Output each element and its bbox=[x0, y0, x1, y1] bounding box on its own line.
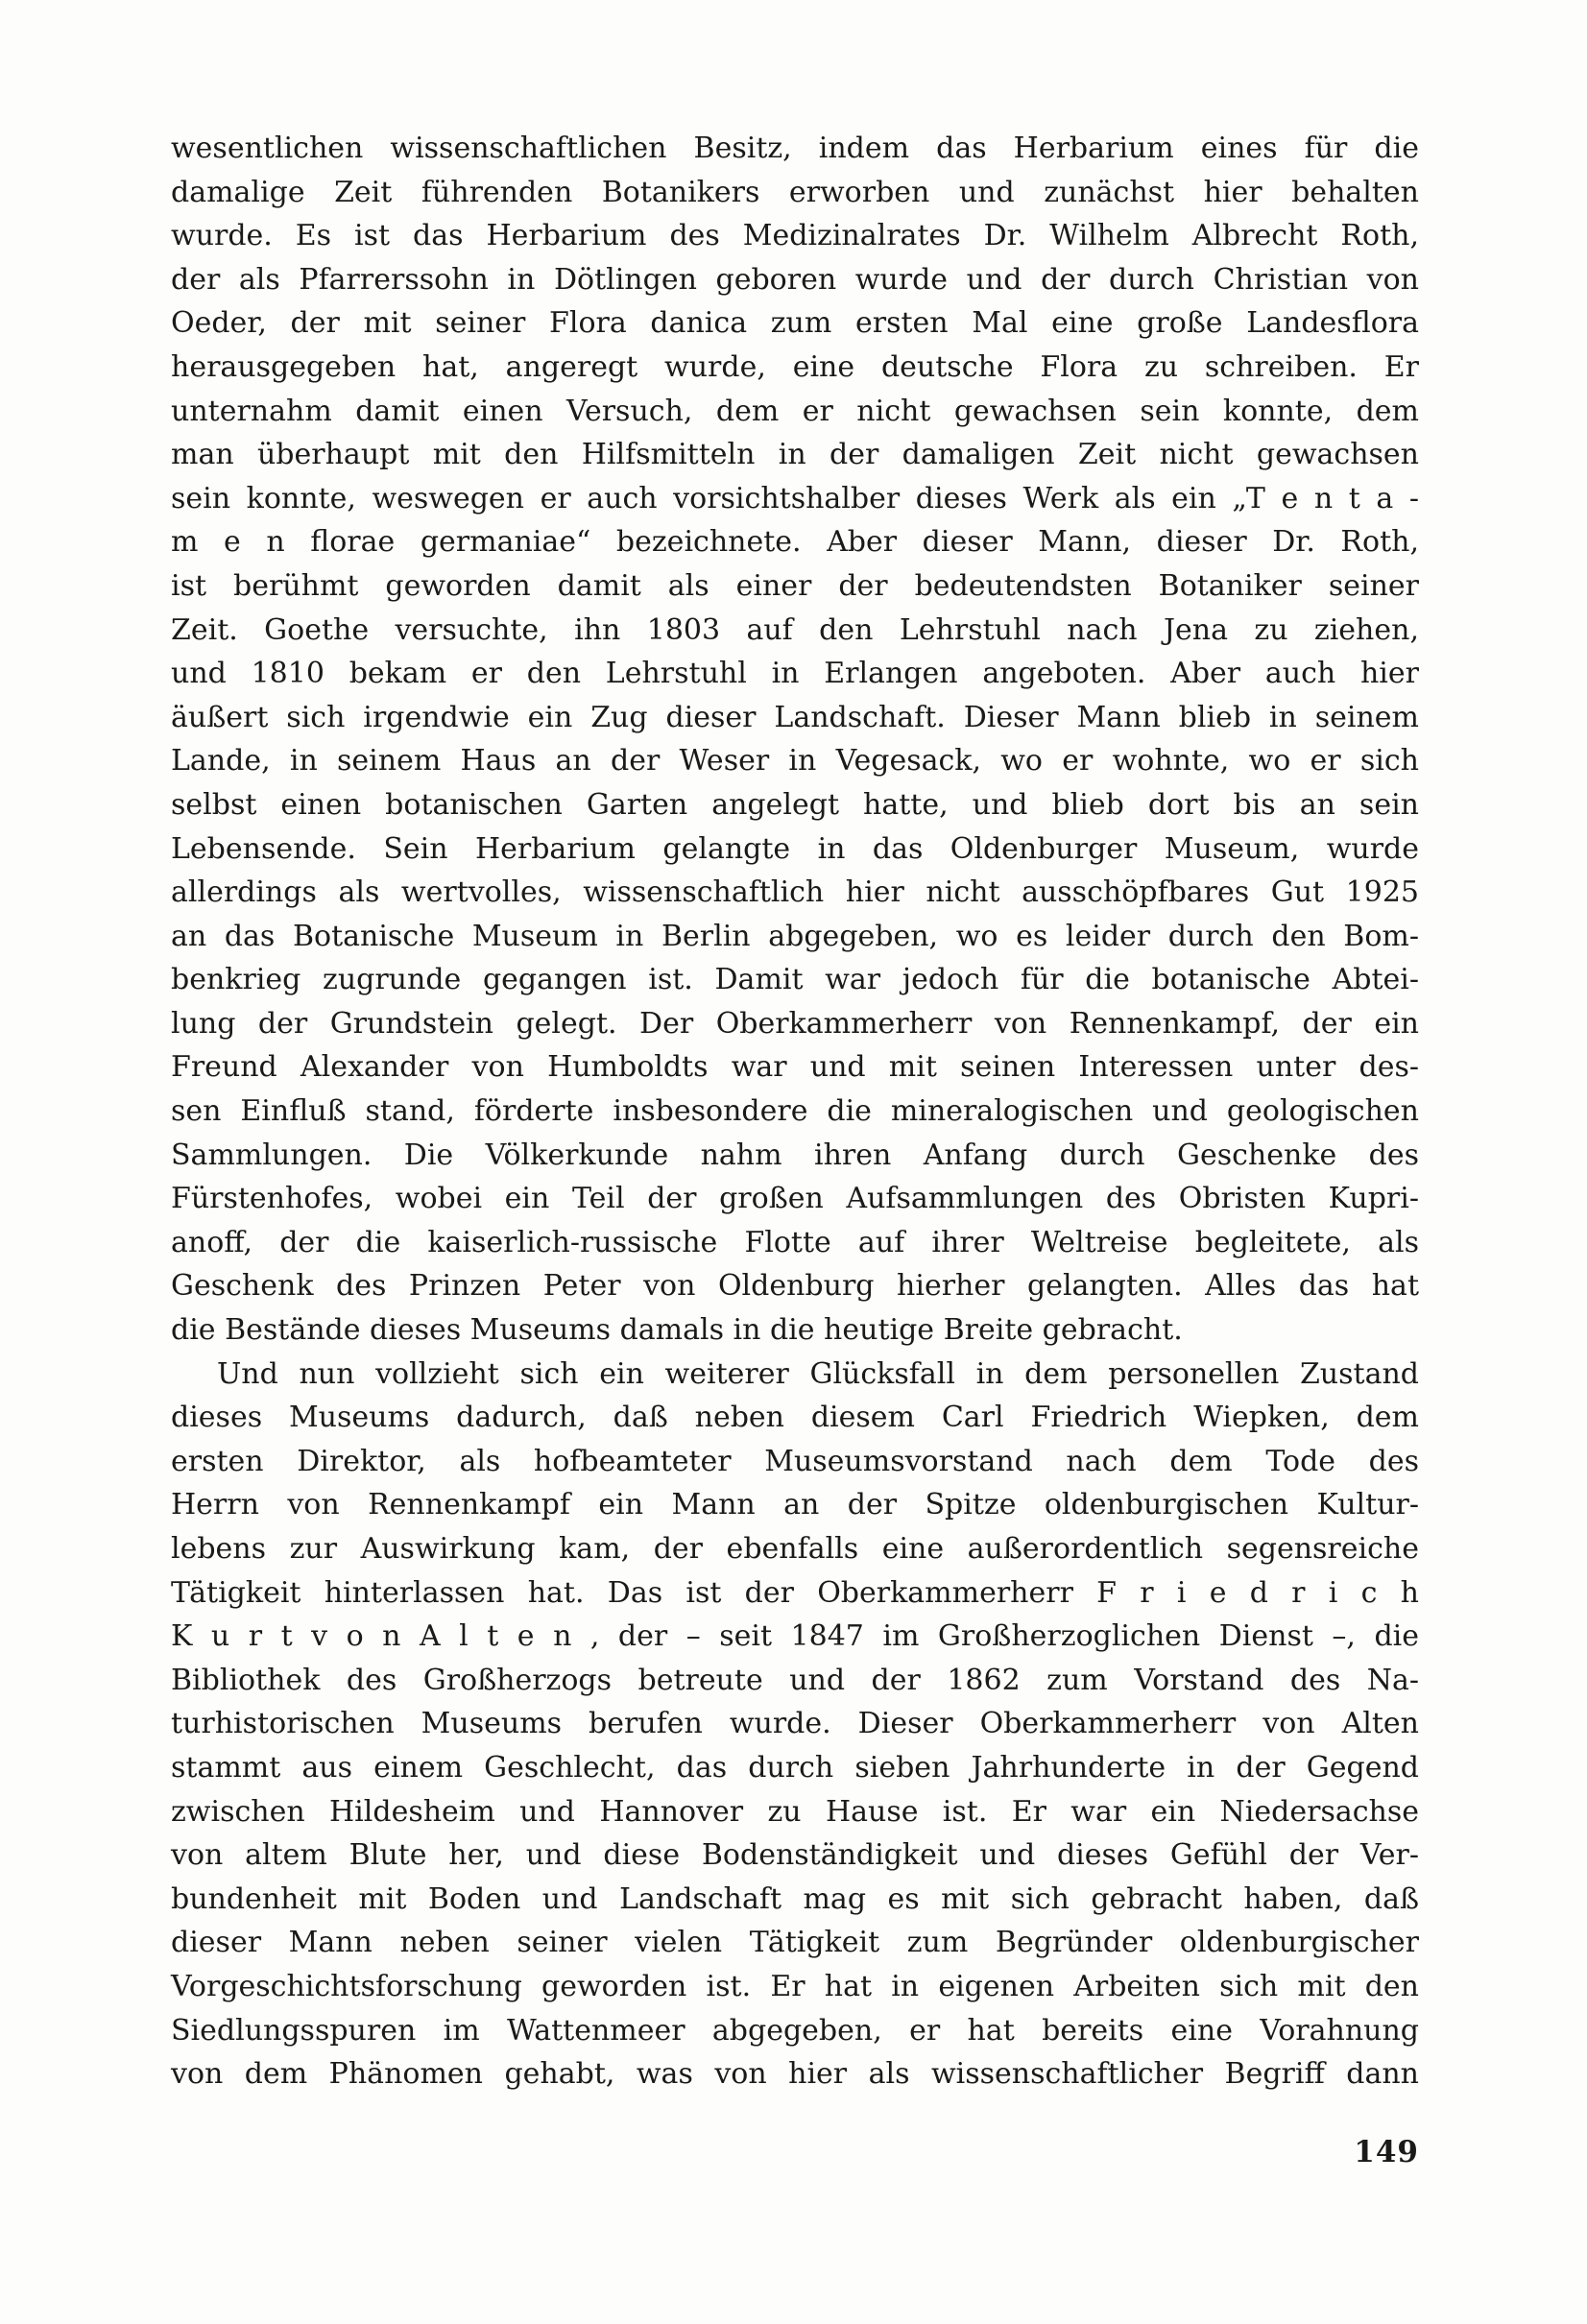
text-line: Geschenk des Prinzen Peter von Oldenburg hierher gelangten. Alles das hat bbox=[171, 1269, 1419, 1304]
text-line: wurde. Es ist das Herbarium des Medizinalrates Dr. Wilhelm Albrecht Roth, bbox=[171, 219, 1419, 253]
text-line: Zeit. Goethe versuchte, ihn 1803 auf den Lehrstuhl nach Jena zu ziehen, bbox=[171, 612, 1419, 647]
text-line: unternahm damit einen Versuch, dem er nicht gewachsen sein konnte, dem bbox=[171, 394, 1419, 428]
text-line: lung der Grundstein gelegt. Der Oberkammerherr von Rennenkampf, der ein bbox=[171, 1006, 1419, 1041]
text-line: m e n florae germaniae“ bezeichnete. Aber dieser Mann, dieser Dr. Roth, bbox=[171, 525, 1419, 560]
text-line: die Bestände dieses Museums damals in die heutige Breite gebracht. bbox=[171, 1313, 1183, 1348]
text-line: äußert sich irgendwie ein Zug dieser Landschaft. Dieser Mann blieb in seinem bbox=[171, 700, 1419, 734]
body-text bbox=[171, 127, 1419, 2096]
text-line: Und nun vollzieht sich ein weiterer Glücksfall in dem personellen Zustand bbox=[217, 1356, 1419, 1391]
text-line: sein konnte, weswegen er auch vorsichtshalber dieses Werk als ein „T e n t a - bbox=[171, 481, 1419, 515]
text-line: Lande, in seinem Haus an der Weser in Vegesack, wo er wohnte, wo er sich bbox=[171, 744, 1419, 779]
text-line: sen Einfluß stand, förderte insbesondere die mineralogischen und geologischen bbox=[171, 1094, 1419, 1129]
text-line: zwischen Hildesheim und Hannover zu Hause ist. Er war ein Niedersachse bbox=[171, 1794, 1419, 1829]
text-line: stammt aus einem Geschlecht, das durch sieben Jahrhunderte in der Gegend bbox=[171, 1750, 1419, 1785]
text-line: der als Pfarrerssohn in Dötlingen geboren wurde und der durch Christian von bbox=[171, 262, 1419, 297]
text-line: Freund Alexander von Humboldts war und mit seinen Interessen unter des- bbox=[171, 1050, 1419, 1085]
text-line: benkrieg zugrunde gegangen ist. Damit war jedoch für die botanische Abtei- bbox=[171, 963, 1419, 997]
text-line: Oeder, der mit seiner Flora danica zum ersten Mal eine große Landesflora bbox=[171, 306, 1419, 341]
text-line: ist berühmt geworden damit als einer der bedeutendsten Botaniker seiner bbox=[171, 568, 1419, 603]
text-line: ersten Direktor, als hofbeamteter Museumsvorstand nach dem Tode des bbox=[171, 1444, 1419, 1478]
page-number: 149 bbox=[1354, 2135, 1419, 2169]
text-line: Sammlungen. Die Völkerkunde nahm ihren Anfang durch Geschenke des bbox=[171, 1138, 1419, 1172]
text-line: anoff, der die kaiserlich-russische Flotte auf ihrer Weltreise begleitete, als bbox=[171, 1225, 1419, 1259]
text-line: Vorgeschichtsforschung geworden ist. Er hat in eigenen Arbeiten sich mit den bbox=[171, 1969, 1419, 2003]
text-line: turhistorischen Museums berufen wurde. Dieser Oberkammerherr von Alten bbox=[171, 1707, 1419, 1741]
text-line: Lebensende. Sein Herbarium gelangte in das Oldenburger Museum, wurde bbox=[171, 831, 1419, 866]
text-line: bundenheit mit Boden und Landschaft mag es mit sich gebracht haben, daß bbox=[171, 1881, 1419, 1916]
text-line: Herrn von Rennenkampf ein Mann an der Spitze oldenburgischen Kultur- bbox=[171, 1488, 1419, 1522]
text-line: allerdings als wertvolles, wissenschaftlich hier nicht ausschöpfbares Gut 1925 bbox=[171, 875, 1419, 910]
text-line: Tätigkeit hinterlassen hat. Das ist der Oberkammerherr F r i e d r i c h bbox=[171, 1575, 1419, 1610]
text-line: man überhaupt mit den Hilfsmitteln in der damaligen Zeit nicht gewachsen bbox=[171, 438, 1419, 472]
text-line: damalige Zeit führenden Botanikers erworben und zunächst hier behalten bbox=[171, 175, 1419, 209]
text-line: lebens zur Auswirkung kam, der ebenfalls eine außerordentlich segensreiche bbox=[171, 1532, 1419, 1566]
text-line: Fürstenhofes, wobei ein Teil der großen Aufsammlungen des Obristen Kupri- bbox=[171, 1182, 1419, 1216]
text-line: Siedlungsspuren im Wattenmeer abgegeben, er hat bereits eine Vorahnung bbox=[171, 2013, 1419, 2048]
text-line: dieses Museums dadurch, daß neben diesem Carl Friedrich Wiepken, dem bbox=[171, 1401, 1419, 1435]
text-line: selbst einen botanischen Garten angelegt hatte, und blieb dort bis an sein bbox=[171, 787, 1419, 822]
text-line: herausgegeben hat, angeregt wurde, eine deutsche Flora zu schreiben. Er bbox=[171, 349, 1419, 384]
text-line: und 1810 bekam er den Lehrstuhl in Erlangen angeboten. Aber auch hier bbox=[171, 657, 1419, 691]
text-line: Bibliothek des Großherzogs betreute und der 1862 zum Vorstand des Na- bbox=[171, 1663, 1419, 1697]
text-line: wesentlichen wissenschaftlichen Besitz, indem das Herbarium eines für die bbox=[171, 132, 1419, 165]
text-line: von altem Blute her, und diese Bodenständigkeit und dieses Gefühl der Ver- bbox=[171, 1838, 1419, 1873]
text-line: K u r t v o n A l t e n , der – seit 1847 im Großherzoglichen Dienst –, die bbox=[171, 1619, 1419, 1654]
text-line: dieser Mann neben seiner vielen Tätigkeit zum Begründer oldenburgischer bbox=[171, 1926, 1419, 1960]
text-line: an das Botanische Museum in Berlin abgegeben, wo es leider durch den Bom- bbox=[171, 919, 1419, 953]
text-line: von dem Phänomen gehabt, was von hier als wissenschaftlicher Begriff dann bbox=[171, 2057, 1419, 2092]
